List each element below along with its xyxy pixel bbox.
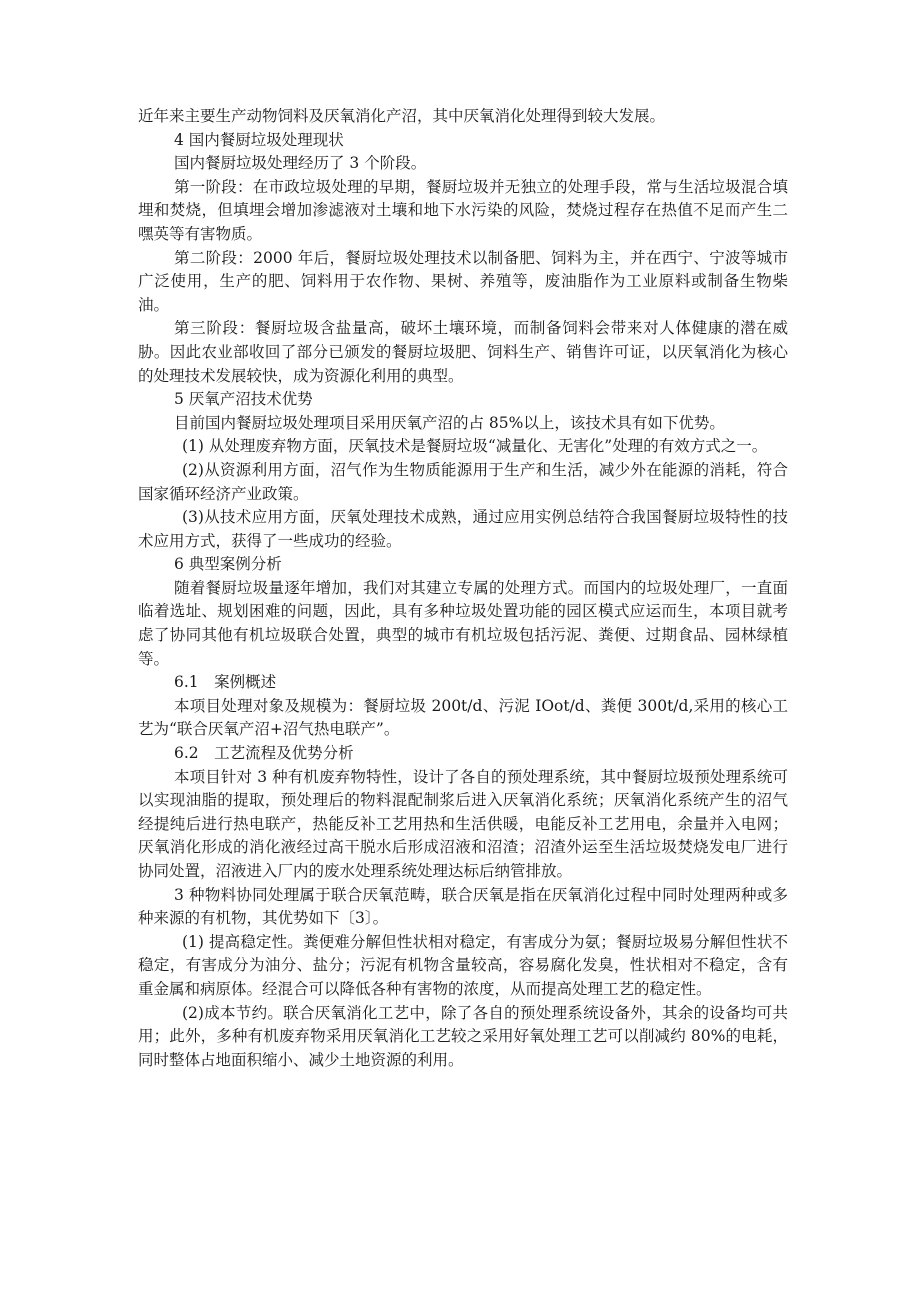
paragraph-case-overview: 本项目处理对象及规模为：餐厨垃圾 200t/d、污泥 IOot/d、粪便 300t/d,采用的核心工艺为“联合厌氧产沼+沼气热电联产”。 <box>138 696 788 739</box>
paragraph-process-flow: 本项目针对 3 种有机废弃物特性，设计了各自的预处理系统，其中餐厨垃圾预处理系统可以实现油脂的提取，预处理后的物料混配制浆后进入厌氧消化系统；厌氧消化系统产生的沼气经提纯后进行热电联产，热能反补工艺用热和生活供暖，电能反补工艺用电，余量并入电网；厌氧消化形成的消化液经过高干脱水后形成沼液和沼渣；沼渣外运至生活垃圾焚烧发电厂进行协同处置，沼液进入厂内的废水处理系统处理达标后纳管排放。 <box>138 767 788 880</box>
paragraph-case-intro: 随着餐厨垃圾量逐年增加，我们对其建立专属的处理方式。而国内的垃圾处理厂，一直面临着选址、规划困难的问题，因此，具有多种垃圾处置功能的园区模式应运而生，本项目就考虑了协同其他有机垃圾联合处置，典型的城市有机垃圾包括污泥、粪便、过期食品、园林绿植等。 <box>138 578 788 668</box>
paragraph-stage-1: 第一阶段：在市政垃圾处理的早期，餐厨垃圾并无独立的处理手段，常与生活垃圾混合填埋和焚烧，但填埋会增加渗滤液对土壤和地下水污染的风险，焚烧过程存在热值不足而产生二嘿英等有害物质。 <box>138 177 788 243</box>
paragraph-advantages-intro: 目前国内餐厨垃圾处理项目采用厌氧产沼的占 85%以上，该技术具有如下优势。 <box>174 413 725 432</box>
paragraph-stage-2: 第二阶段：2000 年后，餐厨垃圾处理技术以制备肥、饲料为主，并在西宁、宁波等城市广泛使用，生产的肥、饲料用于农作物、果树、养殖等，废油脂作为工业原料或制备生物柴油。 <box>138 248 788 314</box>
section-heading-4: 4 国内餐厨垃圾处理现状 <box>174 130 344 149</box>
paragraph-intro-continuation: 近年来主要生产动物饲料及厌氧消化产沼，其中厌氧消化处理得到较大发展。 <box>138 107 666 125</box>
paragraph-stages-intro: 国内餐厨垃圾处理经历了 3 个阶段。 <box>174 154 427 173</box>
section-heading-5: 5 厌氧产沼技术优势 <box>174 390 313 409</box>
paragraph-benefit-stability: (1) 提高稳定性。粪便难分解但性状相对稳定，有害成分为氨；餐厨垃圾易分解但性状不稳定，有害成分为油分、盐分；污泥有机物含量较高，容易腐化发臭，性状相对不稳定，含有重金属和病原体。经混合可以降低各种有害物的浓度，从而提高处理工艺的稳定性。 <box>138 932 788 998</box>
paragraph-advantage-3: (3)从技术应用方面，厌氧处理技术成熟，通过应用实例总结符合我国餐厨垃圾特性的技术应用方式，获得了一些成功的经验。 <box>138 508 788 550</box>
paragraph-stage-3: 第三阶段：餐厨垃圾含盐量高，破坏土壤环境，而制备饲料会带来对人体健康的潜在威胁。因此农业部收回了部分已颁发的餐厨垃圾肥、饲料生产、销售许可证，以厌氧消化为核心的处理技术发展较快，成为资源化利用的典型。 <box>138 319 788 385</box>
subsection-heading-6-2: 6.2 工艺流程及优势分析 <box>174 744 354 763</box>
subsection-heading-6-1: 6.1 案例概述 <box>174 673 277 692</box>
document-body <box>138 105 788 1072</box>
paragraph-benefit-cost: (2)成本节约。联合厌氧消化工艺中，除了各自的预处理系统设备外，其余的设备均可共用；此外，多种有机废弃物采用厌氧消化工艺较之采用好氧处理工艺可以削减约 80%的电耗，同时整体占地面积缩小、减少土地资源的利用。 <box>138 1003 788 1069</box>
paragraph-advantage-1: (1) 从处理废弃物方面，厌氧技术是餐厨垃圾“减量化、无害化”处理的有效方式之一。 <box>182 437 768 456</box>
paragraph-co-digestion: 3 种物料协同处理属于联合厌氧范畴，联合厌氧是指在厌氧消化过程中同时处理两种或多种来源的有机物，其优势如下〔3〕。 <box>138 885 788 928</box>
paragraph-advantage-2: (2)从资源利用方面，沼气作为生物质能源用于生产和生活，减少外在能源的消耗，符合国家循环经济产业政策。 <box>138 460 788 503</box>
section-heading-6: 6 典型案例分析 <box>174 555 282 574</box>
